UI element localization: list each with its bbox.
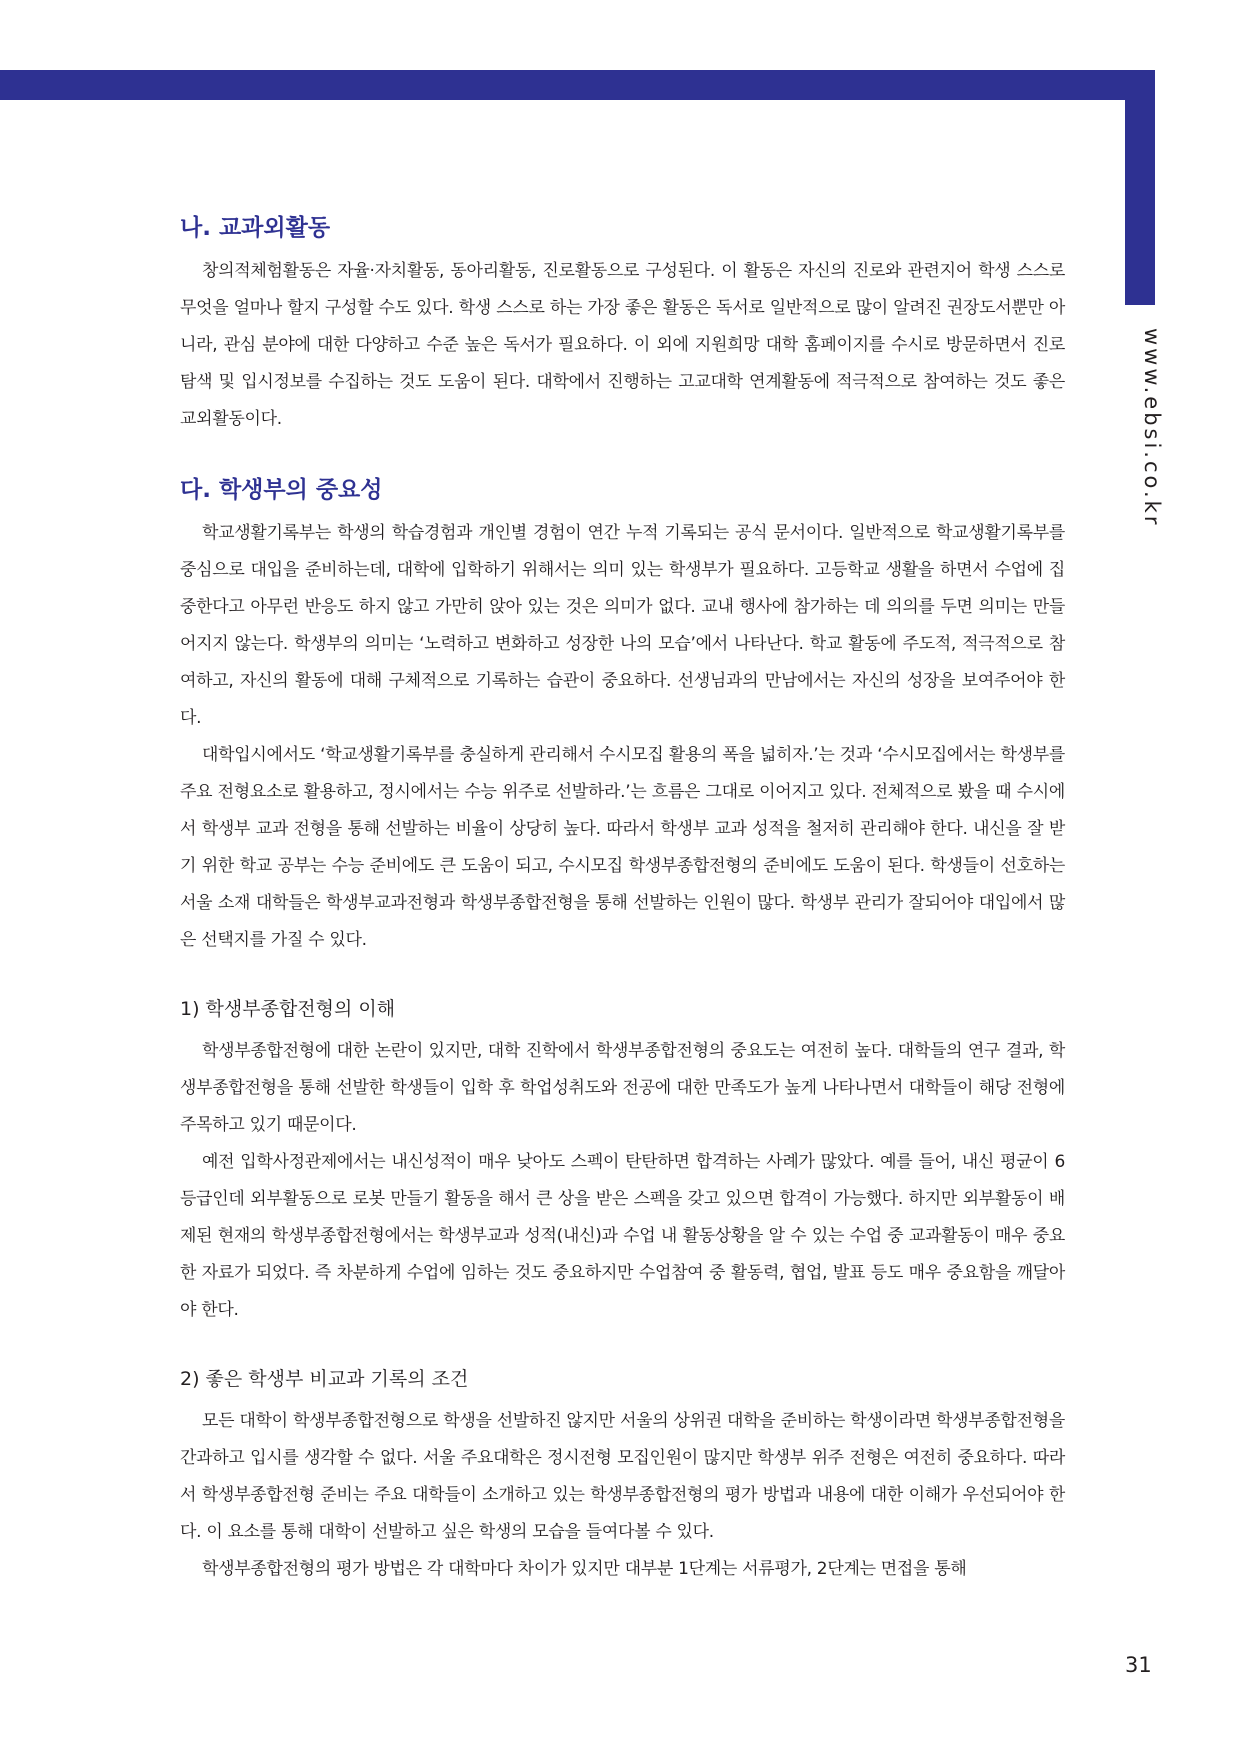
paragraph: 대학입시에서도 ‘학교생활기록부를 충실하게 관리해서 수시모집 활용의 폭을 넓히자.’는 것과 ‘수시모집에서는 학생부를 주요 전형요소로 활용하고, 정시에서는 수능 위주로 선발하라.’는 흐름은 그대로 이어지고 있다. 전체적으로 봤을 때 수시에서 학생부 교과 전형을 통해 선발하는 비율이 상당히 높다. 따라서 학생부 교과 성적을 철저히 관리해야 한다. 내신을 잘 받기 위한 학교 공부는 수능 준비에도 큰 도움이 되고, 수시모집 학생부종합전형의 준비에도 도움이 된다. 학생들이 선호하는 서울 소재 대학들은 학생부교과전형과 학생부종합전형을 통해 선발하는 인원이 많다. 학생부 관리가 잘되어야 대입에서 많은 선택지를 가질 수 있다. xyxy=(180,745,1065,950)
sub-heading-good-record-conditions: 2) 좋은 학생부 비교과 기록의 조건 xyxy=(180,1368,469,1390)
paragraph: 예전 입학사정관제에서는 내신성적이 매우 낮아도 스펙이 탄탄하면 합격하는 사례가 많았다. 예를 들어, 내신 평균이 6등급인데 외부활동으로 로봇 만들기 활동을 해서 큰 상을 받은 스펙을 갖고 있으면 합격이 가능했다. 하지만 외부활동이 배제된 현재의 학생부종합전형에서는 학생부교과 성적(내신)과 수업 내 활동상황을 알 수 있는 수업 중 교과활동이 매우 중요한 자료가 되었다. 즉 차분하게 수업에 임하는 것도 중요하지만 수업참여 중 활동력, 협업, 발표 등도 매우 중요함을 깨달아야 한다. xyxy=(180,1152,1065,1320)
page-number: 31 xyxy=(1125,1653,1152,1677)
paragraph: 학교생활기록부는 학생의 학습경험과 개인별 경험이 연간 누적 기록되는 공식 문서이다. 일반적으로 학교생활기록부를 중심으로 대입을 준비하는데, 대학에 입학하기 위해서는 의미 있는 학생부가 필요하다. 고등학교 생활을 하면서 수업에 집중한다고 아무런 반응도 하지 않고 가만히 앉아 있는 것은 의미가 없다. 교내 행사에 참가하는 데 의의를 두면 의미는 만들어지지 않는다. 학생부의 의미는 ‘노력하고 변화하고 성장한 나의 모습’에서 나타난다. 학교 활동에 주도적, 적극적으로 참여하고, 자신의 활동에 대해 구체적으로 기록하는 습관이 중요하다. 선생님과의 만남에서는 자신의 성장을 보여주어야 한다. xyxy=(180,523,1065,728)
paragraph: 모든 대학이 학생부종합전형으로 학생을 선발하진 않지만 서울의 상위권 대학을 준비하는 학생이라면 학생부종합전형을 간과하고 입시를 생각할 수 없다. 서울 주요대학은 정시전형 모집인원이 많지만 학생부 위주 전형은 여전히 중요하다. 따라서 학생부종합전형 준비는 주요 대학들이 소개하고 있는 학생부종합전형의 평가 방법과 내용에 대한 이해가 우선되어야 한다. 이 요소를 통해 대학이 선발하고 싶은 학생의 모습을 들여다볼 수 있다. xyxy=(180,1411,1065,1542)
page-content xyxy=(180,212,1065,1588)
section-heading-extracurricular: 나. 교과외활동 xyxy=(180,215,331,241)
paragraph: 학생부종합전형의 평가 방법은 각 대학마다 차이가 있지만 대부분 1단계는 서류평가, 2단계는 면접을 통해 xyxy=(202,1559,967,1579)
sub-heading-comprehensive-admission: 1) 학생부종합전형의 이해 xyxy=(180,998,396,1020)
paragraph: 학생부종합전형에 대한 논란이 있지만, 대학 진학에서 학생부종합전형의 중요도는 여전히 높다. 대학들의 연구 결과, 학생부종합전형을 통해 선발한 학생들이 입학 후 학업성취도와 전공에 대한 만족도가 높게 나타나면서 대학들이 해당 전형에 주목하고 있기 때문이다. xyxy=(180,1041,1065,1135)
paragraph: 창의적체험활동은 자율·자치활동, 동아리활동, 진로활동으로 구성된다. 이 활동은 자신의 진로와 관련지어 학생 스스로 무엇을 얼마나 할지 구성할 수도 있다. 학생 스스로 하는 가장 좋은 활동은 독서로 일반적으로 많이 알려진 권장도서뿐만 아니라, 관심 분야에 대한 다양하고 수준 높은 독서가 필요하다. 이 외에 지원희망 대학 홈페이지를 수시로 방문하면서 진로 탐색 및 입시정보를 수집하는 것도 도움이 된다. 대학에서 진행하는 고교대학 연계활동에 적극적으로 참여하는 것도 좋은 교외활동이다. xyxy=(180,261,1065,429)
side-accent-bar xyxy=(1125,70,1155,305)
section-heading-student-record: 다. 학생부의 중요성 xyxy=(180,477,383,503)
top-accent-bar xyxy=(0,70,1155,100)
side-url-text: www.ebsi.co.kr xyxy=(1140,328,1164,528)
